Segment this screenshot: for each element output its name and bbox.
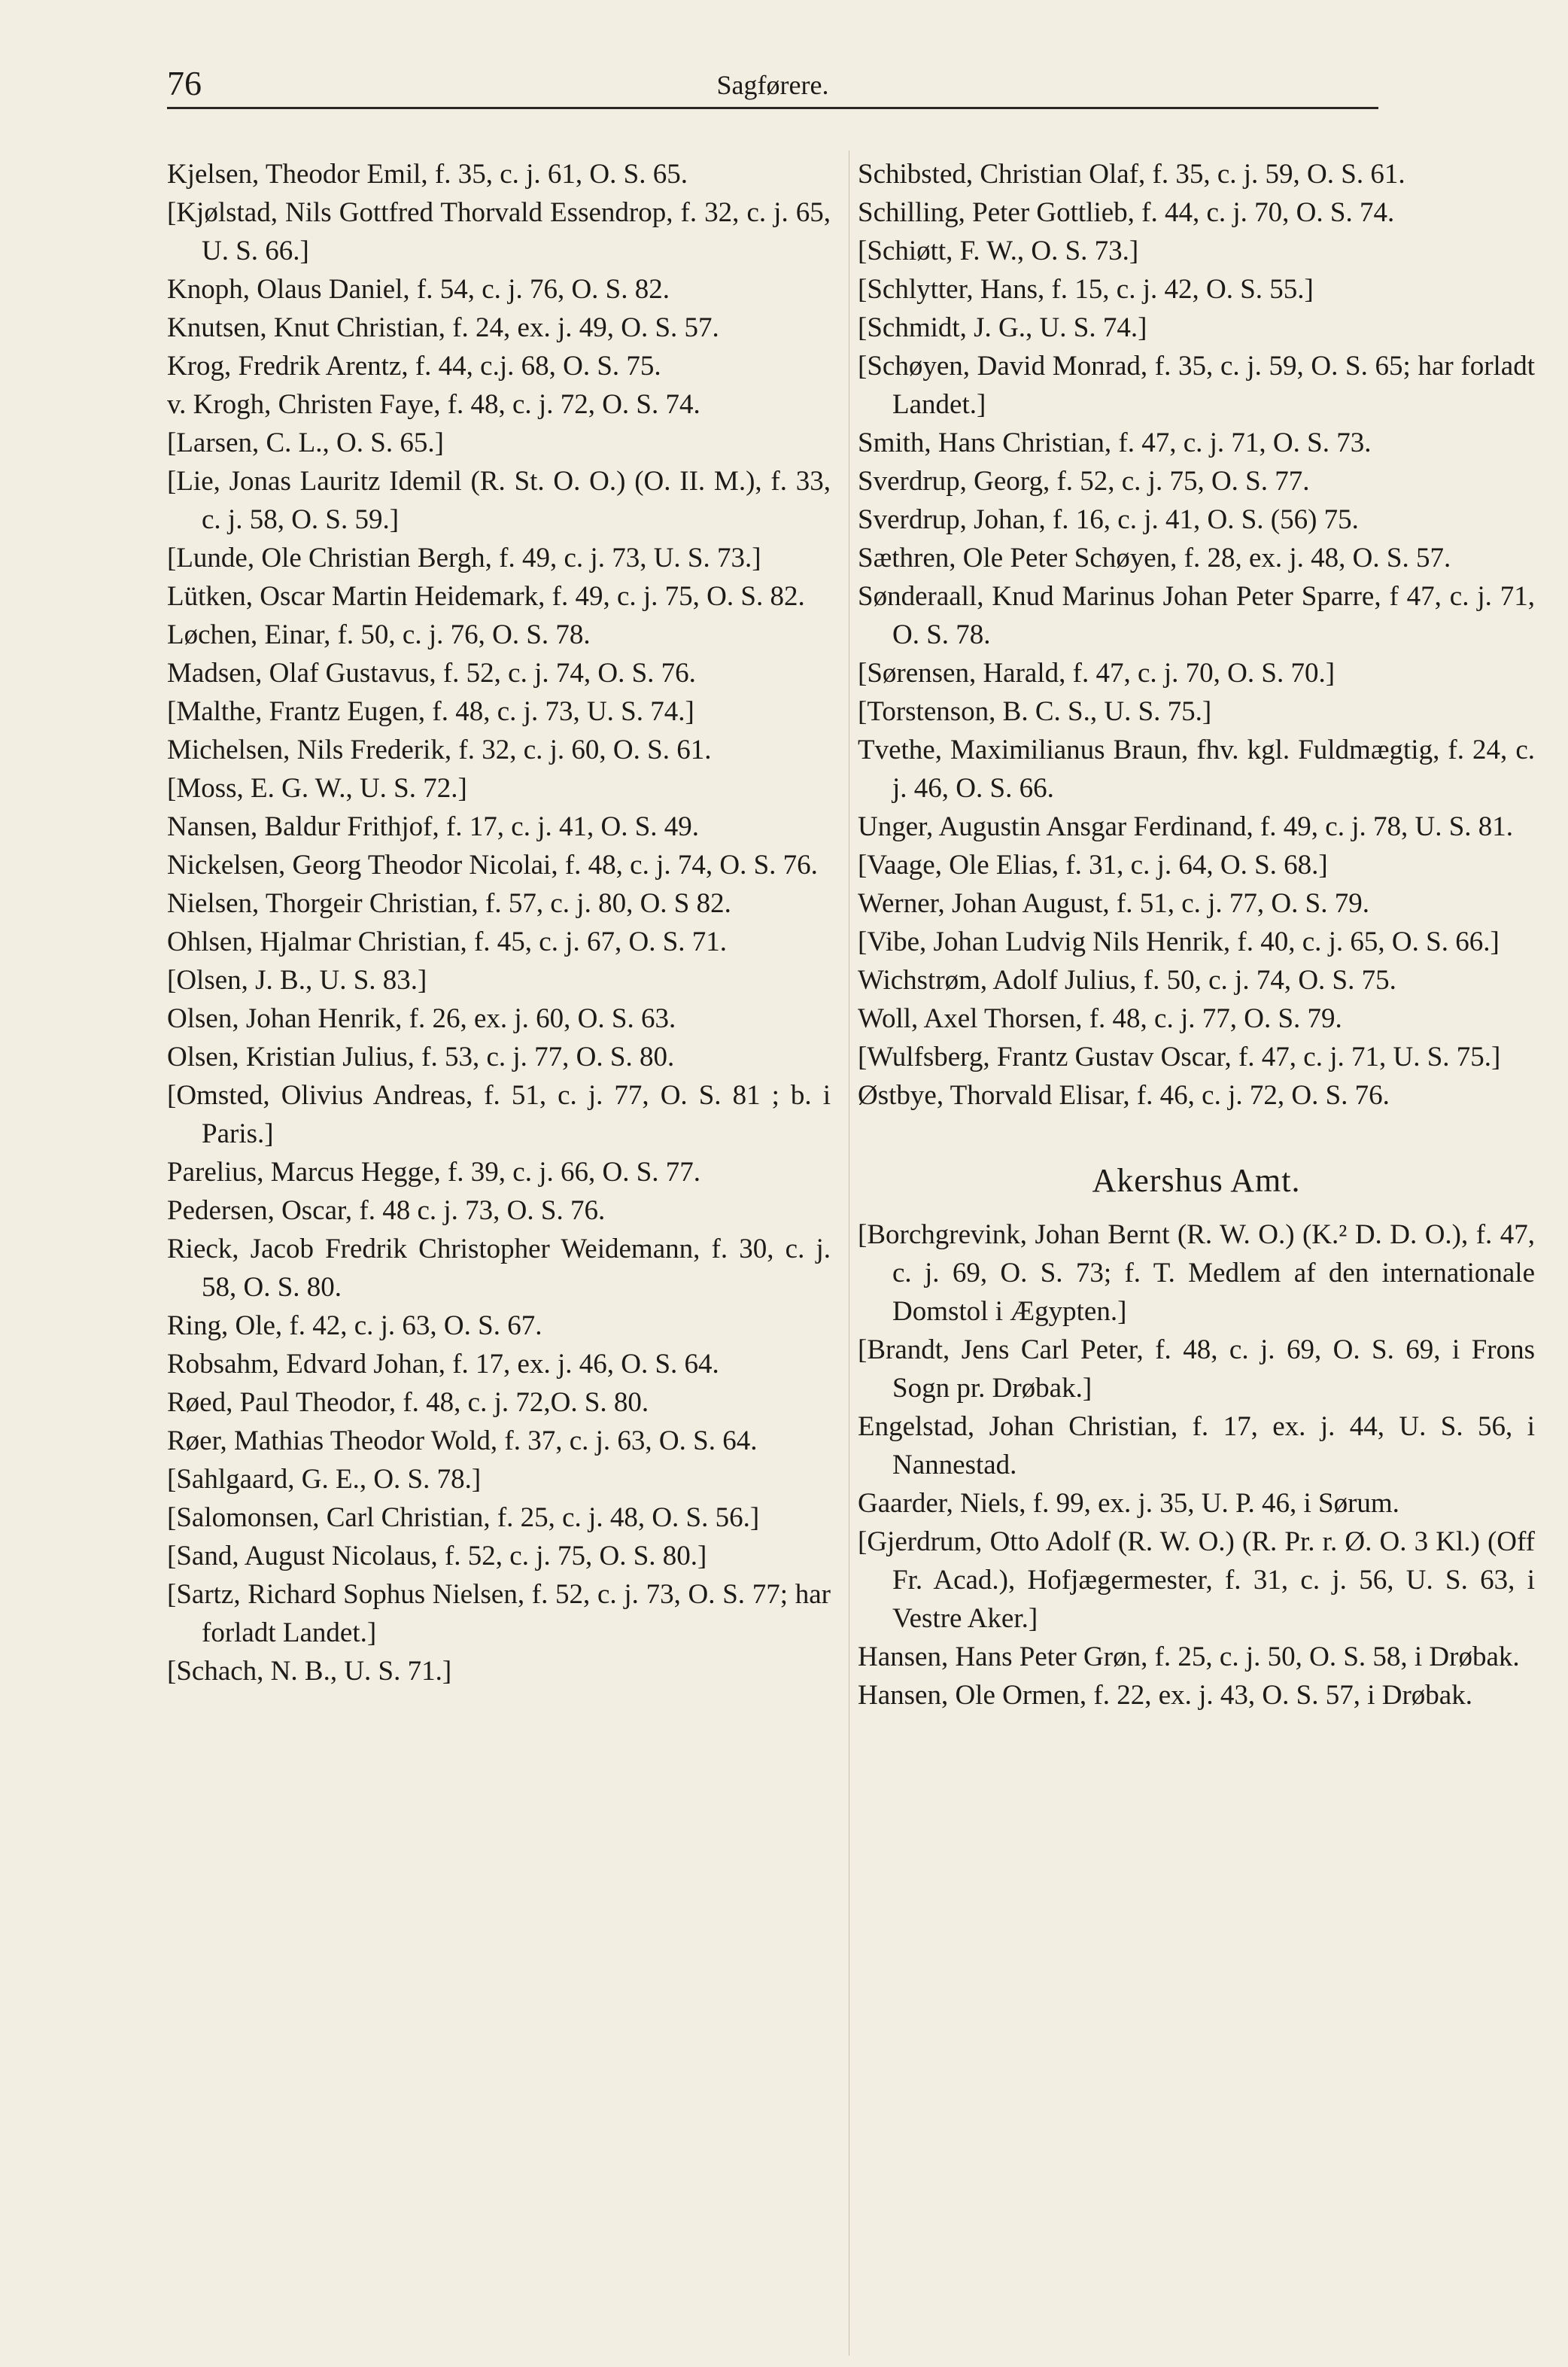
directory-entry: Sverdrup, Georg, f. 52, c. j. 75, O. S. 77.	[858, 466, 1310, 497]
directory-entry: Pedersen, Oscar, f. 48 c. j. 73, O. S. 76.	[167, 1195, 606, 1226]
directory-entry: Sønderaall, Knud Marinus Johan Peter Sparre, f 47, c. j. 71, O. S. 78.	[858, 581, 1535, 650]
directory-entry: Knoph, Olaus Daniel, f. 54, c. j. 76, O. S. 82.	[167, 274, 670, 305]
directory-entry: [Kjølstad, Nils Gottfred Thorvald Essendrop, f. 32, c. j. 65, U. S. 66.]	[167, 197, 831, 266]
directory-entry: [Sartz, Richard Sophus Nielsen, f. 52, c. j. 73, O. S. 77; har forladt Landet.]	[167, 1579, 831, 1648]
directory-entry: Sverdrup, Johan, f. 16, c. j. 41, O. S. (56) 75.	[858, 504, 1359, 535]
directory-entry: Nansen, Baldur Frithjof, f. 17, c. j. 41, O. S. 49.	[167, 811, 700, 842]
directory-entry: Rieck, Jacob Fredrik Christopher Weidemann, f. 30, c. j. 58, O. S. 80.	[167, 1234, 831, 1303]
right-column	[858, 155, 1535, 1714]
directory-entry: [Vaage, Ole Elias, f. 31, c. j. 64, O. S. 68.]	[858, 850, 1328, 881]
directory-entry: Wichstrøm, Adolf Julius, f. 50, c. j. 74, O. S. 75.	[858, 965, 1396, 996]
directory-entry: Ohlsen, Hjalmar Christian, f. 45, c. j. 67, O. S. 71.	[167, 926, 728, 957]
section-entries	[858, 1215, 1535, 1714]
directory-entry: Parelius, Marcus Hegge, f. 39, c. j. 66, O. S. 77.	[167, 1157, 701, 1188]
directory-entry: [Borchgrevink, Johan Bernt (R. W. O.) (K.² D. D. O.), f. 47, c. j. 69, O. S. 73; f. T. Medlem af den internationale Domstol i Ægypten.]	[858, 1219, 1535, 1327]
directory-entry: Michelsen, Nils Frederik, f. 32, c. j. 60, O. S. 61.	[167, 735, 712, 765]
directory-entry: Robsahm, Edvard Johan, f. 17, ex. j. 46, O. S. 64.	[167, 1349, 719, 1380]
directory-entry: [Wulfsberg, Frantz Gustav Oscar, f. 47, c. j. 71, U. S. 75.]	[858, 1042, 1501, 1072]
directory-entry: [Olsen, J. B., U. S. 83.]	[167, 965, 427, 996]
directory-entry: Hansen, Ole Ormen, f. 22, ex. j. 43, O. S. 57, i Drøbak.	[858, 1680, 1472, 1711]
directory-entry: [Sand, August Nicolaus, f. 52, c. j. 75, O. S. 80.]	[167, 1541, 707, 1571]
section-title: Akershus Amt.	[1092, 1162, 1301, 1199]
header-rule	[167, 107, 1378, 109]
directory-entry: Sæthren, Ole Peter Schøyen, f. 28, ex. j. 48, O. S. 57.	[858, 543, 1451, 573]
directory-entry: Østbye, Thorvald Elisar, f. 46, c. j. 72, O. S. 76.	[858, 1080, 1390, 1111]
directory-entry: Røed, Paul Theodor, f. 48, c. j. 72,O. S. 80.	[167, 1387, 649, 1418]
directory-entry: Røer, Mathias Theodor Wold, f. 37, c. j. 63, O. S. 64.	[167, 1425, 758, 1456]
directory-entry: [Salomonsen, Carl Christian, f. 25, c. j. 48, O. S. 56.]	[167, 1502, 760, 1533]
directory-entry: Olsen, Johan Henrik, f. 26, ex. j. 60, O. S. 63.	[167, 1003, 676, 1034]
directory-entry: Engelstad, Johan Christian, f. 17, ex. j. 44, U. S. 56, i Nannestad.	[858, 1411, 1535, 1480]
directory-entry: [Schmidt, J. G., U. S. 74.]	[858, 312, 1147, 343]
directory-entry: [Schach, N. B., U. S. 71.]	[167, 1656, 452, 1687]
directory-entry: [Omsted, Olivius Andreas, f. 51, c. j. 77, O. S. 81 ; b. i Paris.]	[167, 1080, 831, 1149]
directory-entry: [Sahlgaard, G. E., O. S. 78.]	[167, 1464, 482, 1495]
directory-entry: [Schøyen, David Monrad, f. 35, c. j. 59, O. S. 65; har forladt Landet.]	[858, 351, 1535, 420]
directory-entry: Hansen, Hans Peter Grøn, f. 25, c. j. 50, O. S. 58, i Drøbak.	[858, 1641, 1520, 1672]
page-header	[167, 63, 1378, 108]
directory-entry: [Lunde, Ole Christian Bergh, f. 49, c. j. 73, U. S. 73.]	[167, 543, 761, 573]
directory-entry: Knutsen, Knut Christian, f. 24, ex. j. 49, O. S. 57.	[167, 312, 719, 343]
right-column-entries	[858, 155, 1535, 1115]
directory-entry: Nickelsen, Georg Theodor Nicolai, f. 48, c. j. 74, O. S. 76.	[167, 850, 818, 881]
directory-entry: Lütken, Oscar Martin Heidemark, f. 49, c. j. 75, O. S. 82.	[167, 581, 805, 612]
directory-entry: Werner, Johan August, f. 51, c. j. 77, O. S. 79.	[858, 888, 1369, 919]
running-title: Sagførere.	[716, 70, 829, 100]
directory-entry: Krog, Fredrik Arentz, f. 44, c.j. 68, O. S. 75.	[167, 351, 661, 382]
directory-entry: [Schlytter, Hans, f. 15, c. j. 42, O. S. 55.]	[858, 274, 1314, 305]
directory-entry: [Moss, E. G. W., U. S. 72.]	[167, 773, 467, 804]
directory-entry: [Malthe, Frantz Eugen, f. 48, c. j. 73, U. S. 74.]	[167, 696, 694, 727]
directory-entry: Ring, Ole, f. 42, c. j. 63, O. S. 67.	[167, 1310, 542, 1341]
directory-entry: Løchen, Einar, f. 50, c. j. 76, O. S. 78.	[167, 619, 591, 650]
directory-entry: [Vibe, Johan Ludvig Nils Henrik, f. 40, c. j. 65, O. S. 66.]	[858, 926, 1500, 957]
directory-entry: Tvethe, Maximilianus Braun, fhv. kgl. Fuldmægtig, f. 24, c. j. 46, O. S. 66.	[858, 735, 1535, 804]
left-column	[167, 155, 831, 1690]
directory-entry: [Brandt, Jens Carl Peter, f. 48, c. j. 69, O. S. 69, i Frons Sogn pr. Drøbak.]	[858, 1334, 1535, 1404]
directory-entry: Schibsted, Christian Olaf, f. 35, c. j. 59, O. S. 61.	[858, 159, 1405, 190]
directory-entry: [Lie, Jonas Lauritz Idemil (R. St. O. O.) (O. II. M.), f. 33, c. j. 58, O. S. 59.]	[167, 466, 831, 535]
directory-entry: v. Krogh, Christen Faye, f. 48, c. j. 72, O. S. 74.	[167, 389, 700, 420]
directory-entry: [Gjerdrum, Otto Adolf (R. W. O.) (R. Pr. r. Ø. O. 3 Kl.) (Off Fr. Acad.), Hofjægermester, f. 31, c. j. 56, U. S. 63, i Vestre Aker.]	[858, 1526, 1535, 1634]
directory-entry: Kjelsen, Theodor Emil, f. 35, c. j. 61, O. S. 65.	[167, 159, 688, 190]
directory-entry: Schilling, Peter Gottlieb, f. 44, c. j. 70, O. S. 74.	[858, 197, 1395, 228]
directory-entry: Madsen, Olaf Gustavus, f. 52, c. j. 74, O. S. 76.	[167, 658, 696, 689]
directory-entry: [Schiøtt, F. W., O. S. 73.]	[858, 236, 1139, 266]
directory-entry: [Torstenson, B. C. S., U. S. 75.]	[858, 696, 1212, 727]
directory-entry: Olsen, Kristian Julius, f. 53, c. j. 77, O. S. 80.	[167, 1042, 675, 1072]
directory-entry: Unger, Augustin Ansgar Ferdinand, f. 49, c. j. 78, U. S. 81.	[858, 811, 1514, 842]
directory-entry: [Sørensen, Harald, f. 47, c. j. 70, O. S. 70.]	[858, 658, 1336, 689]
directory-entry: Gaarder, Niels, f. 99, ex. j. 35, U. P. 46, i Sørum.	[858, 1488, 1399, 1519]
directory-entry: [Larsen, C. L., O. S. 65.]	[167, 427, 444, 458]
page-number: 76	[167, 64, 202, 102]
directory-entry: Woll, Axel Thorsen, f. 48, c. j. 77, O. S. 79.	[858, 1003, 1342, 1034]
directory-entry: Smith, Hans Christian, f. 47, c. j. 71, O. S. 73.	[858, 427, 1372, 458]
directory-entry: Nielsen, Thorgeir Christian, f. 57, c. j. 80, O. S 82.	[167, 888, 731, 919]
